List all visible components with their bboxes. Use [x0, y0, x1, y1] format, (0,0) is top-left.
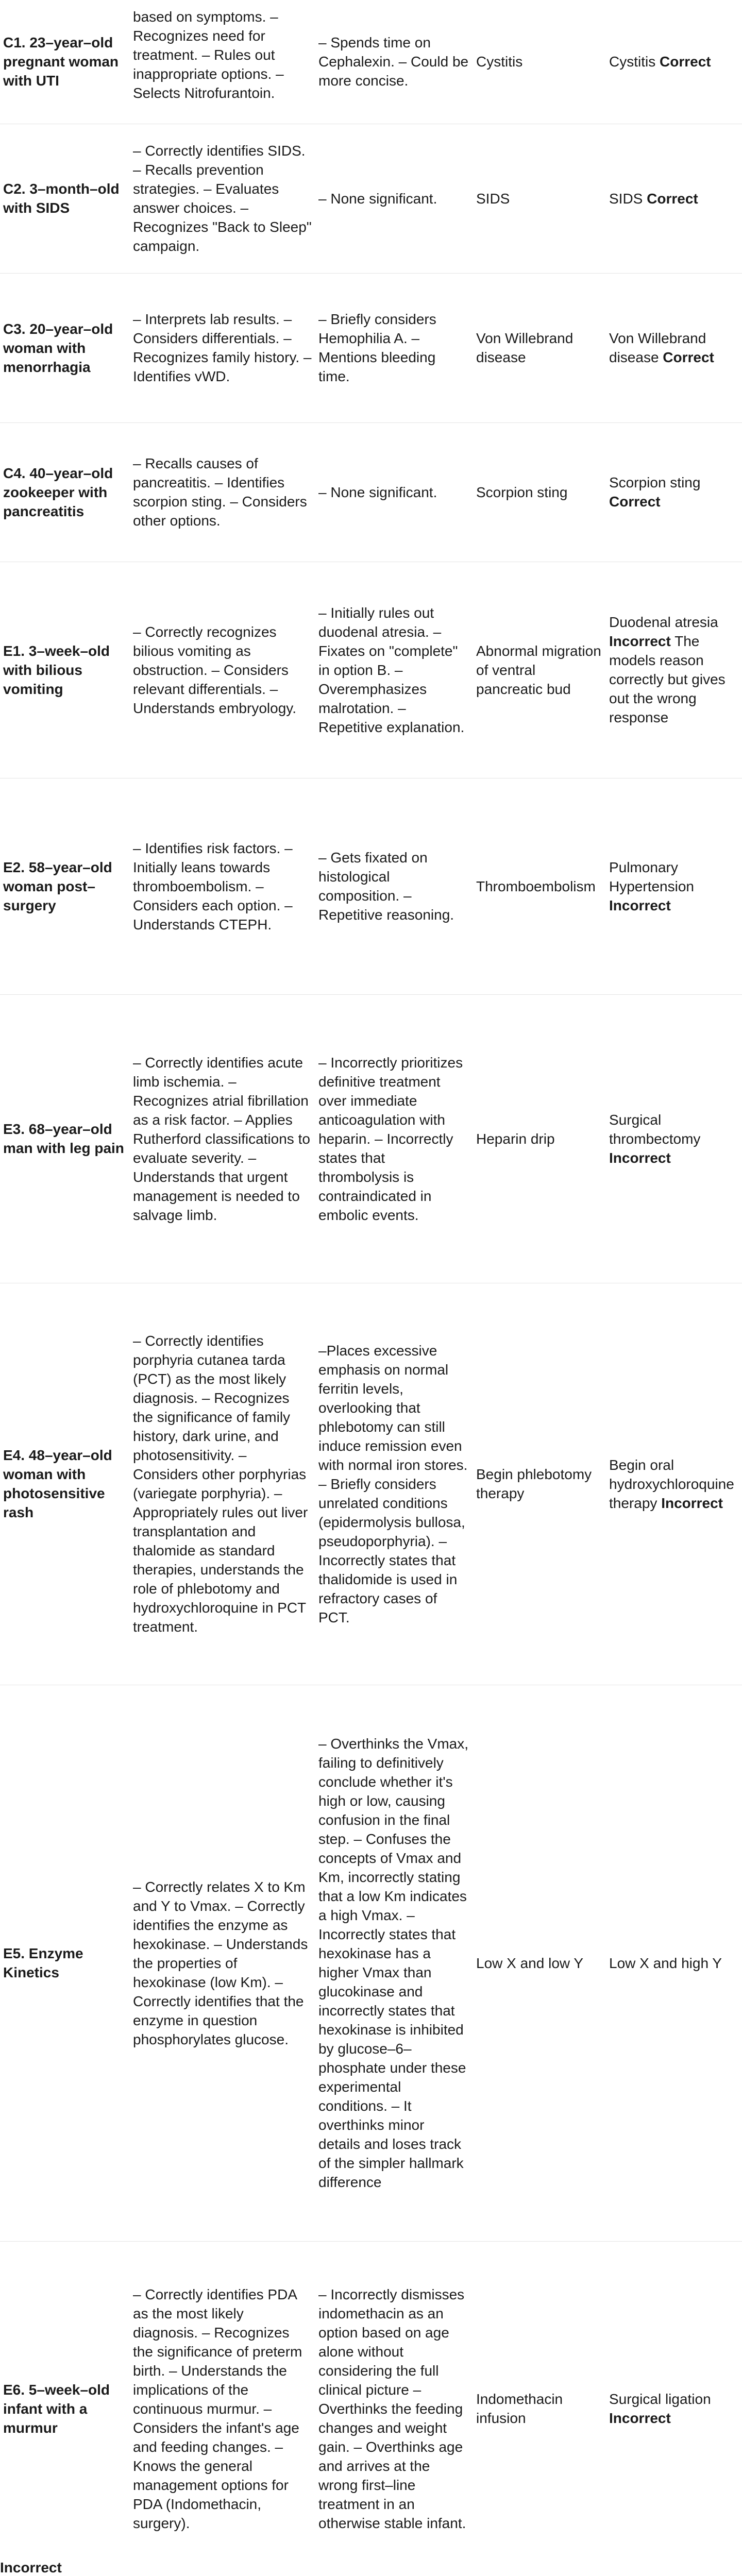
answer-cell: Begin phlebotomy therapy: [473, 1283, 606, 1685]
verdict-label: Incorrect: [609, 1149, 671, 1166]
strengths-cell: – Correctly identifies PDA as the most likely diagnosis. – Recognizes the significance of preterm birth. – Understands the implications of the continuous murmur. – Considers the infant's age and feeding changes. – Knows the general management options for PDA (Indomethacin, surgery).: [130, 2241, 315, 2576]
case-title-cell: C3. 20–year–old woman with menorrhagia: [0, 273, 130, 422]
strengths-cell: based on symptoms. – Recognizes need for treatment. – Rules out inappropriate options. – Selects Nitrofurantoin.: [133, 9, 284, 101]
case-title-cell: E4. 48–year–old woman with photosensitive rash: [0, 1283, 130, 1685]
table-row: [0, 1283, 742, 1685]
verdict-label: Incorrect: [609, 633, 671, 649]
answer-cell: Abnormal migration of ventral pancreatic bud: [473, 562, 606, 778]
weaknesses-cell: – Incorrectly dismisses indomethacin as an option based on age alone without considering the full clinical picture – Overthinks the feeding changes and weight gain. – Overthinks age and arrives at the wrong first–line treatment in an otherwise stable infant.: [315, 2241, 473, 2576]
verdict-cell: [606, 994, 742, 1283]
strengths-cell: – Recalls causes of pancreatitis. – Identifies scorpion sting. – Considers other options.: [130, 422, 315, 562]
case-title-cell: E3. 68–year–old man with leg pain: [0, 994, 130, 1283]
weaknesses-cell: –Places excessive emphasis on normal ferritin levels, overlooking that phlebotomy can still induce remission even with normal iron stores. – Briefly considers unrelated conditions (epidermolysis bullosa, pseudoporphyria). – Incorrectly states that thalidomide is used in refractory cases of PCT.: [315, 1283, 473, 1685]
case-title-cell: E1. 3–week–old with bilious vomiting: [0, 562, 130, 778]
table-row: [0, 562, 742, 778]
weaknesses-cell: – Briefly considers Hemophilia A. – Mentions bleeding time.: [315, 273, 473, 422]
case-title-cell: C4. 40–year–old zookeeper with pancreatitis: [0, 422, 130, 562]
answer-cell: Cystitis: [476, 54, 523, 70]
verdict-cell: [606, 0, 742, 124]
verdict-cell: [606, 562, 742, 778]
verdict-text: Von Willebrand disease: [609, 330, 706, 365]
verdict-cell: [606, 1685, 742, 2241]
table-row: [0, 273, 742, 422]
table-row: [0, 778, 742, 994]
verdict-label: Correct: [660, 54, 711, 70]
table-row: [0, 2241, 742, 2576]
table-row: [0, 994, 742, 1283]
verdict-cell: [606, 2241, 742, 2576]
verdict-text: Scorpion sting: [609, 474, 701, 490]
weaknesses-cell: – Gets fixated on histological composition. – Repetitive reasoning.: [315, 778, 473, 994]
verdict-label: Incorrect: [609, 897, 671, 913]
weaknesses-cell: – Incorrectly prioritizes definitive treatment over immediate anticoagulation with heparin. – Incorrectly states that thrombolysis is contraindicated in embolic events.: [315, 994, 473, 1283]
verdict-cell: [606, 422, 742, 562]
verdict-label: Incorrect: [609, 2410, 671, 2426]
answer-cell: Heparin drip: [473, 994, 606, 1283]
case-title-cell: E6. 5–week–old infant with a murmur: [0, 2241, 130, 2576]
verdict-label: Correct: [663, 349, 714, 365]
answer-cell: Von Willebrand disease: [473, 273, 606, 422]
verdict-text: SIDS: [609, 190, 643, 207]
verdict-cell: [606, 1283, 742, 1685]
case-title-cell: E2. 58–year–old woman post–surgery: [0, 778, 130, 994]
answer-cell: Scorpion sting: [473, 422, 606, 562]
case-title-cell: C1. 23–year–old pregnant woman with UTI: [3, 35, 119, 89]
verdict-text: Duodenal atresia: [609, 614, 718, 630]
verdict-text: Begin oral hydroxychloroquine therapy: [609, 1456, 734, 1511]
weaknesses-cell: – Spends time on Cephalexin. – Could be more concise.: [318, 35, 469, 89]
strengths-cell: – Correctly relates X to Km and Y to Vmax. – Correctly identifies the enzyme as hexokinase. – Understands the properties of hexokinase (low Km). – Correctly identifies that the enzyme in question phosphorylates glucose.: [130, 1685, 315, 2241]
verdict-text: Surgical ligation: [609, 2391, 711, 2407]
strengths-cell: – Correctly recognizes bilious vomiting as obstruction. – Considers relevant differentials. – Understands embryology.: [130, 562, 315, 778]
weaknesses-cell: – None significant.: [315, 124, 473, 273]
verdict-text: Pulmonary Hypertension: [609, 859, 694, 894]
verdict-label: Correct: [609, 494, 661, 510]
weaknesses-cell: – Initially rules out duodenal atresia. – Fixates on "complete" in option B. – Overemphasizes malrotation. – Repetitive explanation.: [315, 562, 473, 778]
case-title-cell: C2. 3–month–old with SIDS: [0, 124, 130, 273]
verdict-cell: [606, 124, 742, 273]
verdict-cell: [606, 778, 742, 994]
strengths-cell: – Interprets lab results. – Considers differentials. – Recognizes family history. – Identifies vWD.: [130, 273, 315, 422]
weaknesses-cell: – Overthinks the Vmax, failing to definitively conclude whether it's high or low, causing confusion in the final step. – Confuses the concepts of Vmax and Km, incorrectly stating that a low Km indicates a high Vmax. – Incorrectly states that hexokinase has a higher Vmax than glucokinase and incorrectly states that hexokinase is inhibited by glucose–6–phosphate under these experimental conditions. – It overthinks minor details and loses track of the simpler hallmark difference: [315, 1685, 473, 2241]
verdict-note: The models reason correctly but gives out the wrong response: [609, 633, 726, 725]
verdict-label: Incorrect: [661, 1495, 723, 1511]
case-title-cell: E5. Enzyme Kinetics: [0, 1685, 130, 2241]
strengths-cell: – Identifies risk factors. – Initially leans towards thromboembolism. – Considers each option. – Understands CTEPH.: [130, 778, 315, 994]
strengths-cell: – Correctly identifies SIDS. – Recalls prevention strategies. – Evaluates answer choices. – Recognizes "Back to Sleep" campaign.: [130, 124, 315, 273]
answer-cell: Indomethacin infusion: [473, 2241, 606, 2576]
table-row: [0, 1685, 742, 2241]
verdict-text: Cystitis: [609, 54, 656, 70]
table-row: [0, 422, 742, 562]
answer-cell: Low X and low Y: [473, 1685, 606, 2241]
table-row: [0, 0, 742, 124]
answer-cell: Thromboembolism: [473, 778, 606, 994]
strengths-cell: – Correctly identifies acute limb ischemia. – Recognizes atrial fibrillation as a risk factor. – Applies Rutherford classifications to evaluate severity. – Understands that urgent management is needed to salvage limb.: [130, 994, 315, 1283]
verdict-cell: [606, 273, 742, 422]
strengths-cell: – Correctly identifies porphyria cutanea tarda (PCT) as the most likely diagnosis. – Recognizes the significance of family history, dark urine, and photosensitivity. – Considers other porphyrias (variegate porphyria). – Appropriately rules out liver transplantation and thalomide as standard therapies, understands the role of phlebotomy and hydroxychloroquine in PCT treatment.: [130, 1283, 315, 1685]
answer-cell: SIDS: [473, 124, 606, 273]
orphan-incorrect-label: Incorrect: [0, 2560, 62, 2575]
weaknesses-cell: – None significant.: [315, 422, 473, 562]
verdict-text: Surgical thrombectomy: [609, 1111, 701, 1147]
verdict-label: Correct: [647, 190, 698, 207]
table-row: [0, 124, 742, 273]
verdict-text: Low X and high Y: [609, 1955, 722, 1971]
